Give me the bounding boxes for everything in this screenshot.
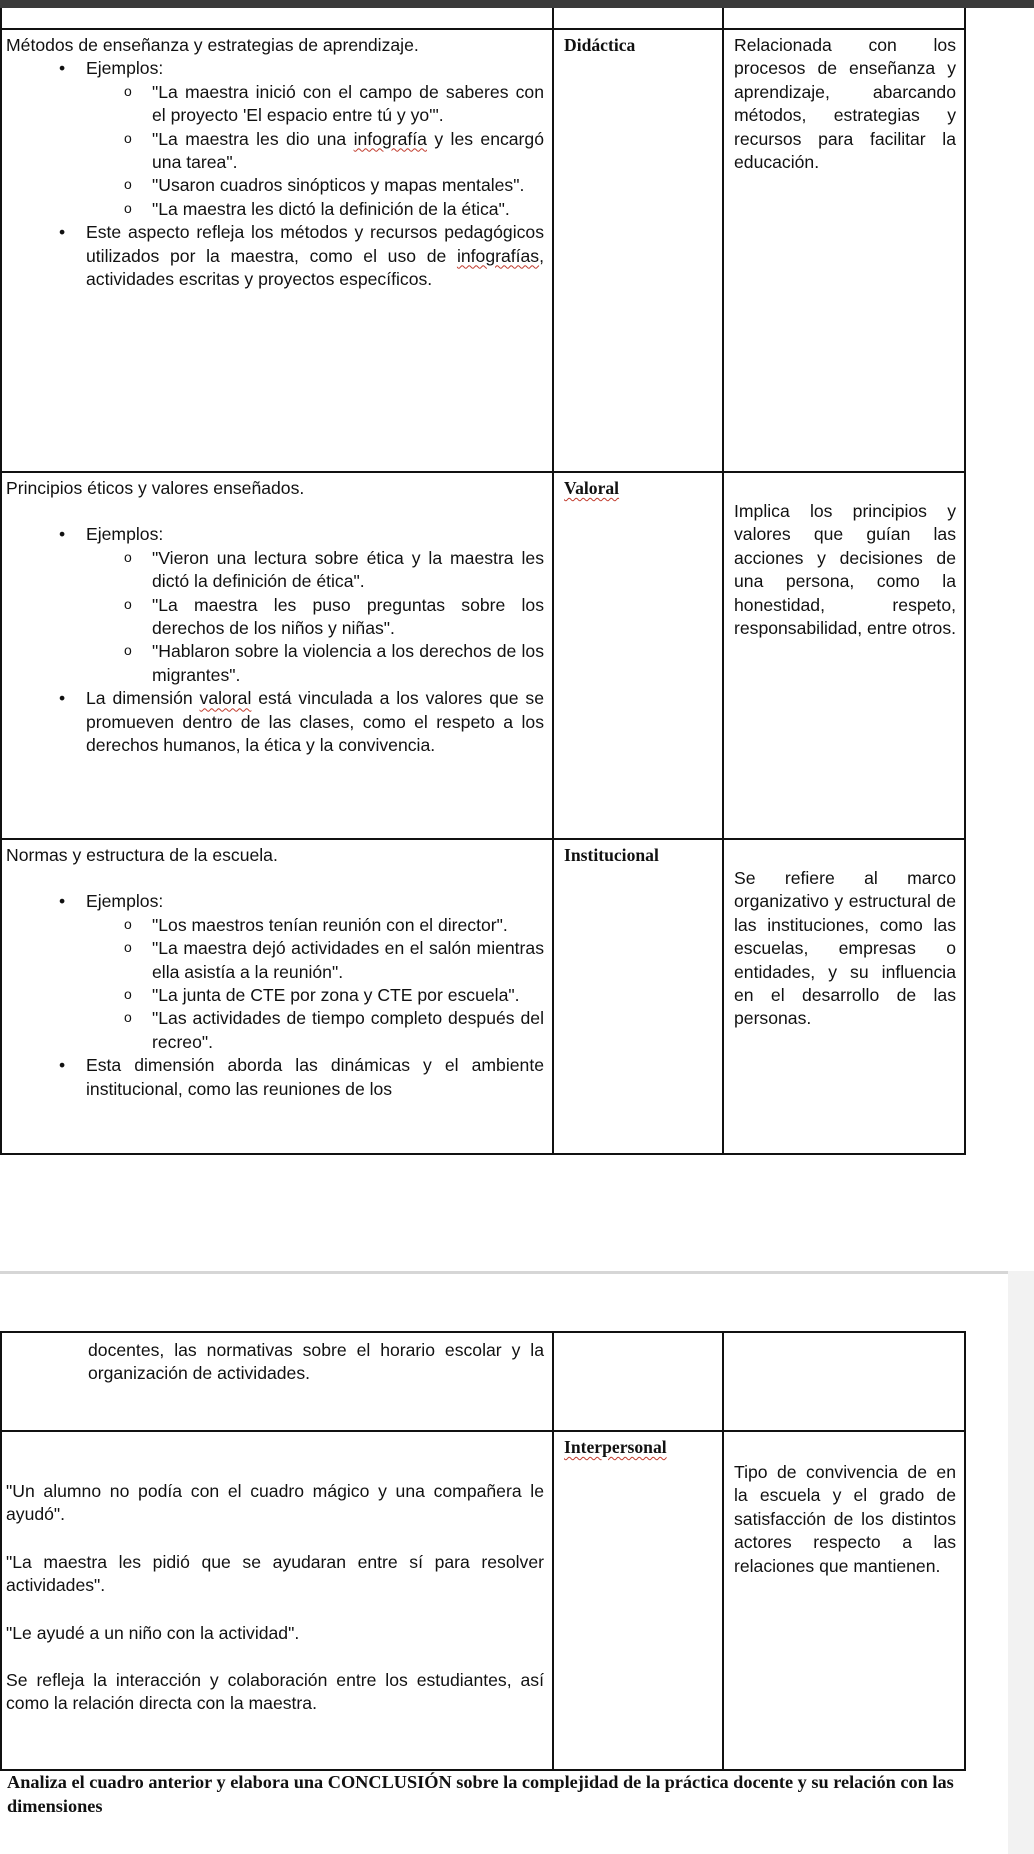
page-1 [0, 8, 966, 1155]
conclusion-instruction: Analiza el cuadro anterior y elabora una CONCLUSIÓN sobre la complejidad de la práctica docente y su relación con las dimensiones [7, 1772, 954, 1816]
table-row-institucional [1, 839, 965, 1154]
page-divider [0, 1271, 1034, 1274]
quote-paragraph: "Un alumno no podía con el cuadro mágico y una compañera le ayudó". [6, 1481, 544, 1525]
table-row-interpersonal [1, 1431, 965, 1770]
examples-label: Ejemplos: [86, 58, 164, 79]
row-heading: Métodos de enseñanza y estrategias de aprendizaje. [6, 35, 419, 55]
quote-paragraph: "Le ayudé a un niño con la actividad". [6, 1622, 300, 1643]
observation-cell-didactica [2, 30, 552, 291]
dimensions-table-page-1 [0, 8, 966, 1155]
top-window-bar [0, 0, 1034, 8]
example-item [6, 128, 544, 175]
page-2 [0, 1331, 966, 1771]
examples-label: Ejemplos: [86, 891, 164, 912]
example-item: o "Los maestros tenían reunión con el director". [6, 914, 544, 937]
example-item: o "La junta de CTE por zona y CTE por escuela". [6, 984, 544, 1007]
table-header-spacer-row [1, 8, 965, 29]
summary-item: • Esta dimensión aborda las dinámicas y el ambiente institucional, como las reuniones de los [6, 1054, 544, 1101]
example-item-text-infografia: "La maestra les dio una infografía y les encargó una tarea". [152, 128, 544, 173]
dimension-name-interpersonal [554, 1432, 722, 1458]
page-gutter [1008, 1271, 1034, 1854]
example-item: o "La maestra dejó actividades en el salón mientras ella asistía a la reunión". [6, 937, 544, 984]
summary-paragraph: Se refleja la interacción y colaboración entre los estudiantes, así como la relación directa con la maestra. [6, 1670, 544, 1714]
list-item [6, 890, 544, 1054]
dimension-description-didactica: Relacionada con los procesos de enseñanza y aprendizaje, abarcando métodos, estrategias y recursos para facilitar la educación. [734, 35, 956, 173]
dimension-description-interpersonal: Tipo de convivencia de en la escuela y el grado de satisfacción de los distintos actores respecto a las relaciones que mantienen. [734, 1462, 956, 1576]
observation-cell-valoral [2, 473, 552, 757]
quote-paragraph: "La maestra les pidió que se ayudaran entre sí para resolver actividades". [6, 1551, 544, 1596]
dimension-name-didactica: Didáctica [564, 35, 636, 55]
dimension-description-institucional: Se refiere al marco organizativo y estructural de las instituciones, como las escuelas, empresas o entidades, y su influencia en el desarrollo de las personas. [734, 868, 956, 1029]
dimensions-table-page-2 [0, 1331, 966, 1771]
observation-cell-institucional [2, 840, 552, 1153]
example-item: o "Vieron una lectura sobre ética y la maestra les dictó la definición de ética". [6, 547, 544, 594]
table-row-continuation [1, 1332, 965, 1431]
dimension-name-interpersonal-text: Interpersonal [564, 1437, 667, 1457]
table-row-valoral [1, 472, 965, 839]
observation-cell-interpersonal [2, 1432, 552, 1716]
example-item: o "La maestra les puso preguntas sobre los derechos de los niños y niñas". [6, 594, 544, 641]
example-item: o "La maestra les dictó la definición de la ética". [6, 198, 544, 221]
row-heading: Principios éticos y valores enseñados. [6, 478, 305, 498]
examples-label: Ejemplos: [86, 524, 164, 545]
example-item: o "Hablaron sobre la violencia a los derechos de los migrantes". [6, 640, 544, 687]
dimension-name-institucional: Institucional [564, 845, 659, 865]
example-item: o "Usaron cuadros sinópticos y mapas mentales". [6, 174, 544, 197]
row-heading: Normas y estructura de la escuela. [6, 845, 278, 865]
dimension-name-valoral [554, 473, 722, 499]
list-item [6, 523, 544, 687]
example-item: o "Las actividades de tiempo completo después del recreo". [6, 1007, 544, 1054]
example-item: o "La maestra inició con el campo de saberes con el proyecto 'El espacio entre tú y yo'". [6, 81, 544, 128]
summary-item: • La dimensión valoral está vinculada a los valores que se promueven dentro de las clases, como el respeto a los derechos humanos, la ética y la convivencia. [6, 687, 544, 757]
continuation-text: docentes, las normativas sobre el horario escolar y la organización de actividades. [88, 1340, 544, 1384]
table-row-didactica [1, 29, 965, 472]
summary-item: • Este aspecto refleja los métodos y recursos pedagógicos utilizados por la maestra, como el uso de infografías, actividades escritas y proyectos específicos. [6, 221, 544, 291]
list-item [6, 57, 544, 221]
dimension-description-valoral: Implica los principios y valores que guían las acciones y decisiones de una persona, como la honestidad, respeto, responsabilidad, entre otros. [734, 501, 957, 639]
dimension-name-valoral-text: Valoral [564, 478, 620, 498]
